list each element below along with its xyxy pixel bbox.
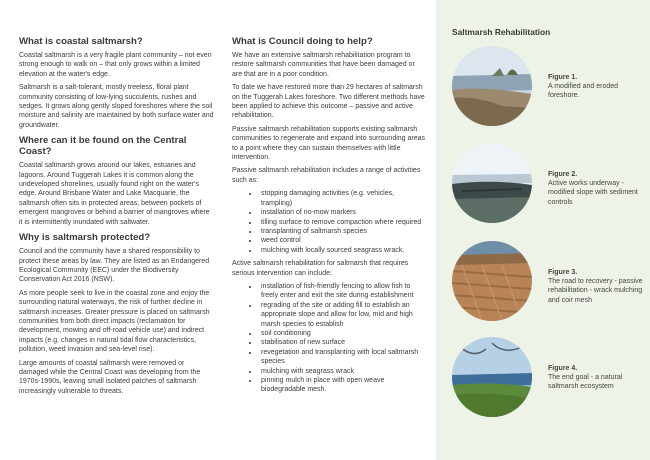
paragraph: Coastal saltmarsh is a very fragile plant community – not even strong enough to walk on – that only grows within a limited elevation at the water's edge. xyxy=(19,52,212,78)
figure-description: A modified and eroded foreshore. xyxy=(548,83,619,100)
figure-2-photo xyxy=(452,143,532,223)
list-item: • stabilisation of new surface xyxy=(259,338,426,347)
middle-column xyxy=(232,36,426,399)
list-item: • mulching with locally sourced seagrass wrack. xyxy=(259,246,426,255)
paragraph: To date we have restored more than 29 hectares of saltmarsh on the Tuggerah Lakes foreshore. Two different methods have been applied to achieve this outcome – passive and active rehabilitation. xyxy=(232,84,425,120)
figure-3-photo xyxy=(452,241,532,321)
figure-2 xyxy=(452,143,650,223)
left-column xyxy=(19,36,214,400)
paragraph: Passive saltmarsh rehabilitation supports existing saltmarsh communities to regenerate and expand into surrounding areas to a point where they can sustain themselves with little intervention. xyxy=(232,125,426,162)
figure-label: Figure 2. xyxy=(548,171,578,178)
list-item: • stopping damaging activities (e.g. vehicles, trampling) xyxy=(259,189,426,208)
paragraph: We have an extensive saltmarsh rehabilitation program to restore saltmarsh communities that have been damaged or are that are in a poor condition. xyxy=(232,52,415,78)
list-item: • installation of no-mow markers xyxy=(259,208,426,217)
heading-why-protected: Why is saltmarsh protected? xyxy=(19,232,151,244)
figure-1 xyxy=(452,46,650,126)
paragraph: Coastal saltmarsh grows around our lakes, estuaries and lagoons. Around Tuggerah Lakes it is common along the undeveloped shorelines, usually found right on the water's edge. Around Brisbane Water and Lake Macquarie, the saltmarsh often sits in protected areas, between pockets of emergent mangroves or behind a barrier of mangroves where it is intermittently inundated with saltwater. xyxy=(19,162,210,226)
list-item: • mulching with seagrass wrack xyxy=(259,367,426,376)
list-item: • installation of fish-friendly fencing to allow fish to freely enter and exit the site during establishment xyxy=(259,282,426,301)
paragraph: Saltmarsh is a salt-tolerant, mostly treeless, floral plant community consisting of low-lying succulents, rushes and sedges. It grows along gently sloped foreshores where the soil moisture and salinity are maintained by both surface water and groundwater. xyxy=(19,84,214,129)
paragraph: Council and the community have a shared responsibility to protect these areas by law. They are listed as an Endangered Ecological Community (EEC) under the Biodiversity Conservation Act 2016 (NSW). xyxy=(19,248,210,284)
list-item: • weed control xyxy=(259,236,426,245)
paragraph: As more people seek to live in the coastal zone and enjoy the surrounding natural waterways, the risk of further decline in saltmarsh increases. Greater pressure is placed on saltmarsh communities from both direct impacts (reclamation for development, mowing and off-road vehicle use) and indirect impacts (e.g. changes in natural tidal flow characteristics, pollution, weed invasion and sea-level rise). xyxy=(19,289,210,354)
figure-4-caption xyxy=(548,364,648,392)
panel-title: Saltmarsh Rehabilitation xyxy=(452,27,551,37)
paragraph: Passive saltmarsh rehabilitation includes a range of activities such as: xyxy=(232,167,421,184)
figure-label: Figure 3. xyxy=(548,269,578,276)
passive-activities-list xyxy=(232,189,426,255)
figure-3 xyxy=(452,241,650,321)
figure-4-photo xyxy=(452,337,532,417)
heading-where-found: Where can it be found on the Central Coast? xyxy=(19,135,187,158)
active-activities-list xyxy=(232,282,426,395)
figure-description: The road to recovery - passive rehabilitation - wrack mulching and coir mesh xyxy=(548,278,643,304)
heading-council-help: What is Council doing to help? xyxy=(232,36,373,47)
figure-description: The end goal - a natural saltmarsh ecosystem xyxy=(548,374,623,391)
heading-what-is-saltmarsh: What is coastal saltmarsh? xyxy=(19,36,143,47)
figure-4 xyxy=(452,337,650,417)
list-item: • tilling surface to remove compaction where required xyxy=(259,218,426,227)
figure-label: Figure 1. xyxy=(548,74,578,81)
figure-description: Active works underway - modified slope with sediment controls xyxy=(548,180,638,206)
list-item: • revegetation and transplanting with local saltmarsh species xyxy=(259,348,426,367)
list-item: • transplanting of saltmarsh species xyxy=(259,227,426,236)
figures-panel xyxy=(436,0,650,460)
figure-1-photo xyxy=(452,46,532,126)
figure-2-caption xyxy=(548,170,648,207)
list-item: • pinning mulch in place with open weave biodegradable mesh. xyxy=(259,376,426,395)
list-item: • soil conditioning xyxy=(259,329,426,338)
figure-label: Figure 4. xyxy=(548,365,578,372)
paragraph: Large amounts of coastal saltmarsh were removed or damaged while the Central Coast was developing from the 1970s-1990s, leaving small isolated patches of saltmarsh increasingly vulnerable to threats. xyxy=(19,359,201,395)
list-item: • regrading of the site or adding fill to establish an appropriate slope and allow for low, mid and high marsh species to establish xyxy=(259,301,426,329)
figure-3-caption xyxy=(548,268,648,305)
figure-1-caption xyxy=(548,73,648,101)
paragraph: Active saltmarsh rehabilitation for saltmarsh that requires serious intervention can include: xyxy=(232,260,409,277)
